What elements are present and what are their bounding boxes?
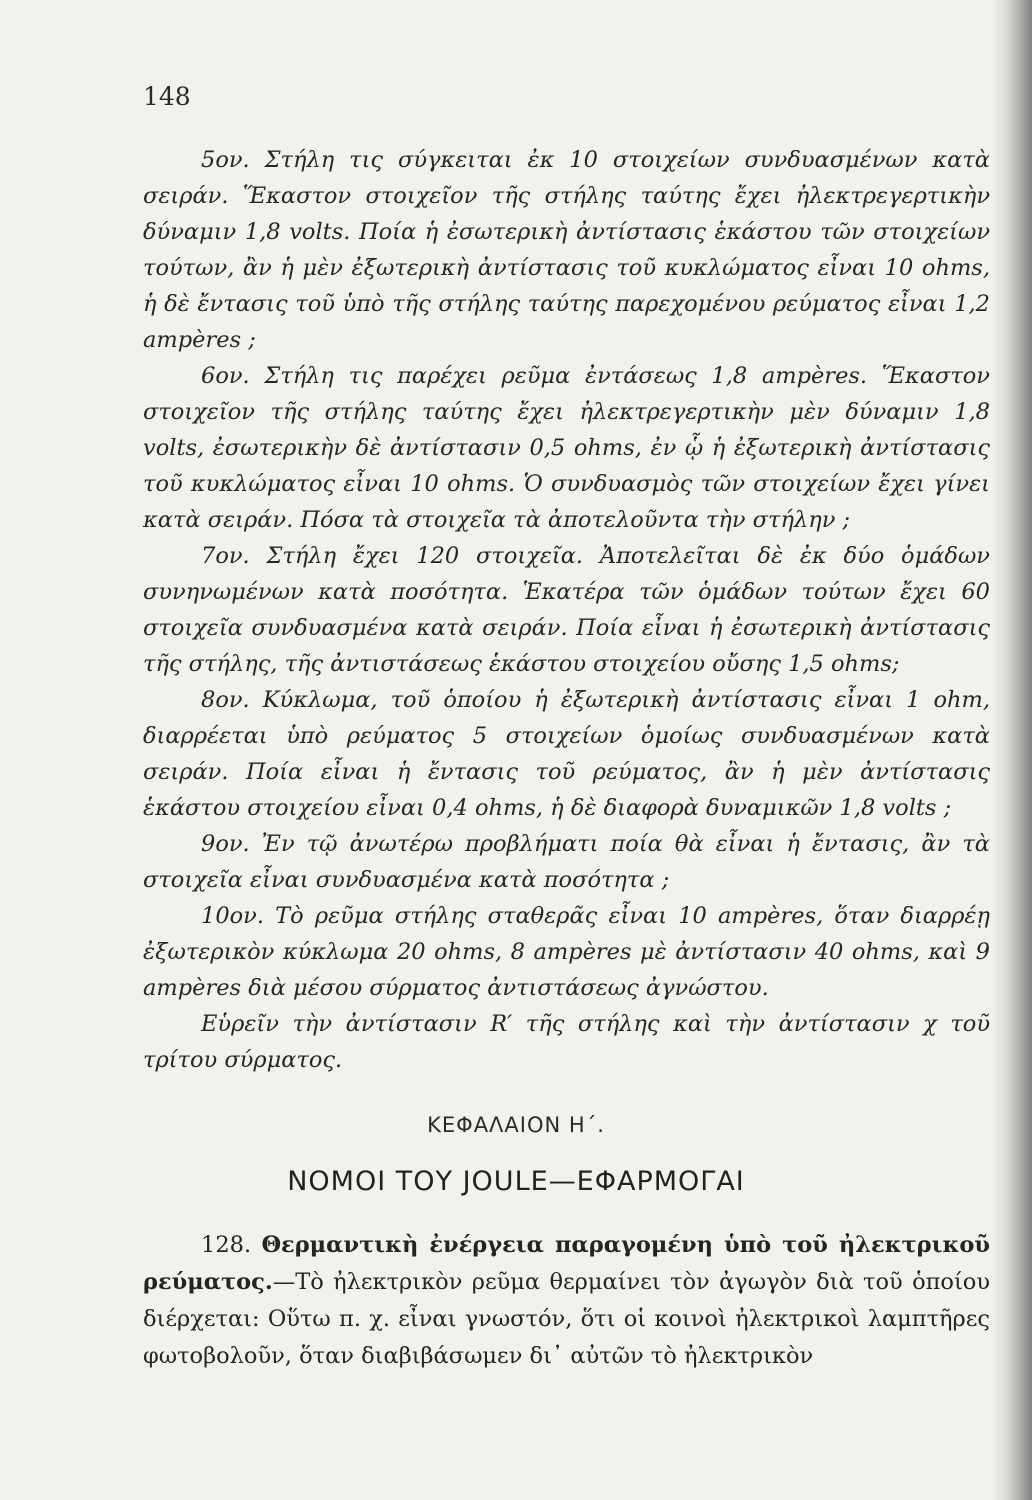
- problem-10-question: Εὑρεῖν τὴν ἀντίστασιν R′ τῆς στήλης καὶ τὴν ἀντίστασιν χ τοῦ τρίτου σύρματος.: [143, 1011, 990, 1073]
- problem-10: 10ον. Τὸ ρεῦμα στήλης σταθερᾶς εἶναι 10 ampères, ὅταν διαρρέῃ ἐξωτερικὸν κύκλωμα 20 ohms, 8 ampères μὲ ἀντίστασιν 40 ohms, καὶ 9 ampères διὰ μέσου σύρματος ἀντιστάσεως ἀγνώστου.: [143, 903, 990, 1001]
- problem-5: 5ον. Στήλη τις σύγκειται ἐκ 10 στοιχείων συνδυασμένων κατὰ σειράν. Ἕκαστον στοιχεῖον τῆς στήλης ταύτης ἔχει ἠλεκτρεγερτικὴν δύναμιν 1,8 volts. Ποία ἡ ἐσωτερικὴ ἀντίστασις ἑκάστου τῶν στοιχείων τούτων, ἂν ἡ μὲν ἐξωτερικὴ ἀντίστασις τοῦ κυκλώματος εἶναι 10 ohms, ἡ δὲ ἔντασις τοῦ ὑπὸ τῆς στήλης ταύτης παρεχομένου ρεύματος εἶναι 1,2 ampères ;: [143, 147, 990, 353]
- section-128: [143, 1227, 990, 1375]
- page-number: 148: [143, 82, 191, 111]
- chapter-label: ΚΕΦΑΛΑΙΟΝ Η΄.: [427, 1113, 605, 1137]
- section-number: 128.: [201, 1232, 252, 1258]
- chapter-title: ΝΟΜΟΙ ΤΟΥ JOULE—ΕΦΑΡΜΟΓΑΙ: [287, 1166, 745, 1197]
- problem-6: 6ον. Στήλη τις παρέχει ρεῦμα ἐντάσεως 1,8 ampères. Ἕκαστον στοιχεῖον τῆς στήλης ταύτης ἔχει ἠλεκτρεγερτικὴν μὲν δύναμιν 1,8 volts, ἐσωτερικὴν δὲ ἀντίστασιν 0,5 ohms, ἐν ᾧ ἡ ἐξωτερικὴ ἀντίστασις τοῦ κυκλώματος εἶναι 10 ohms. Ὁ συνδυασμὸς τῶν στοιχείων ἔχει γίνει κατὰ σειράν. Πόσα τὰ στοιχεῖα τὰ ἀποτελοῦντα τὴν στήλην ;: [143, 363, 990, 533]
- problem-8: 8ον. Κύκλωμα, τοῦ ὁποίου ἡ ἐξωτερικὴ ἀντίστασις εἶναι 1 ohm, διαρρέεται ὑπὸ ρεύματος 5 στοιχείων ὁμοίως συνδυασμένων κατὰ σειράν. Ποία εἶναι ἡ ἔντασις τοῦ ρεύματος, ἂν ἡ μὲν ἀντίστασις ἑκάστου στοιχείου εἶναι 0,4 ohms, ἡ δὲ διαφορὰ δυναμικῶν 1,8 volts ;: [143, 687, 990, 821]
- problem-9: 9ον. Ἐν τῷ ἀνωτέρω προβλήματι ποία θὰ εἶναι ἡ ἔντασις, ἂν τὰ στοιχεῖα εἶναι συνδυασμένα κατὰ ποσότητα ;: [143, 831, 990, 893]
- section-text: —Τὸ ἠλεκτρικὸν ρεῦμα θερμαίνει τὸν ἀγωγὸν διὰ τοῦ ὁποίου διέρχεται: Οὕτω π. χ. εἶναι γνωστόν, ὅτι οἱ κοινοὶ ἠλεκτρικοὶ λαμπτῆρες φωτοβολοῦν, ὅταν διαβιβάσωμεν δι᾿ αὐτῶν τὸ ἠλεκτρικὸν: [143, 1269, 990, 1369]
- problem-list: [143, 142, 990, 1078]
- section-heading: Θερμαντικὴ ἐνέργεια παραγομένη ὑπὸ τοῦ ἠλεκτρικοῦ ρεύματος.: [143, 1232, 991, 1295]
- page-edge-shadow: [992, 0, 1032, 1500]
- problem-7: 7ον. Στήλη ἔχει 120 στοιχεῖα. Ἀποτελεῖται δὲ ἐκ δύο ὁμάδων συνηνωμένων κατὰ ποσότητα. Ἑκατέρα τῶν ὁμάδων τούτων ἔχει 60 στοιχεῖα συνδυασμένα κατὰ σειράν. Ποία εἶναι ἡ ἐσωτερικὴ ἀντίστασις τῆς στήλης, τῆς ἀντιστάσεως ἑκάστου στοιχείου οὔσης 1,5 ohms;: [143, 543, 990, 677]
